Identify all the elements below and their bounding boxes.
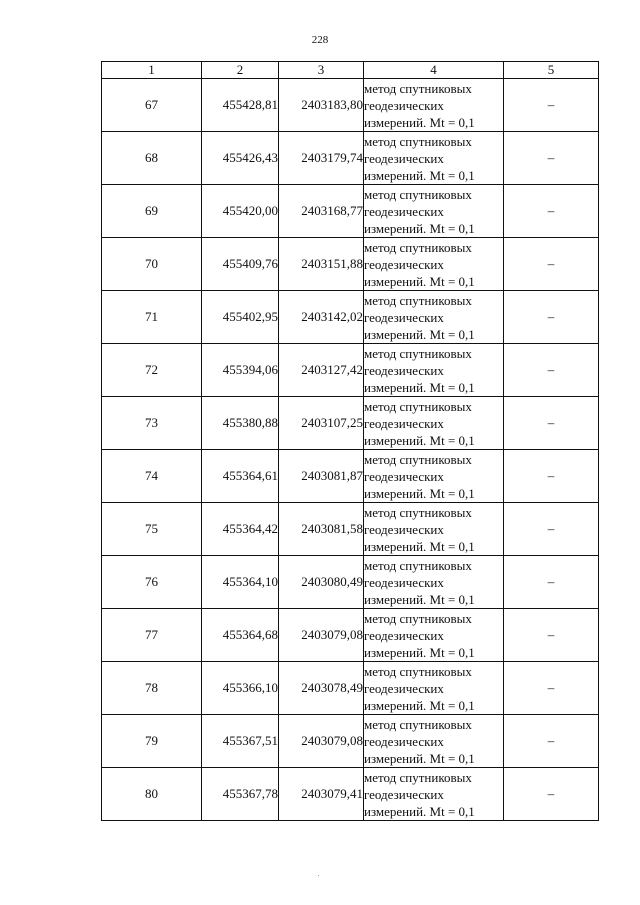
method-line: метод спутниковых	[364, 80, 472, 96]
method-line: геодезических	[364, 203, 444, 219]
x-coordinate-cell: 455394,06	[202, 344, 279, 397]
method-line: геодезических	[364, 309, 444, 325]
x-coordinate-cell: 455367,51	[202, 715, 279, 768]
note-cell: –	[504, 556, 599, 609]
table-row	[102, 79, 599, 132]
x-coordinate-cell: 455426,43	[202, 132, 279, 185]
y-coordinate-cell: 2403080,49	[279, 556, 364, 609]
method-line: измерений. Mt = 0,1	[364, 538, 475, 554]
point-number-cell: 69	[102, 185, 202, 238]
table-row	[102, 609, 599, 662]
point-number-cell: 75	[102, 503, 202, 556]
y-coordinate-cell: 2403142,02	[279, 291, 364, 344]
y-coordinate-cell: 2403081,87	[279, 450, 364, 503]
x-coordinate-cell: 455402,95	[202, 291, 279, 344]
note-cell: –	[504, 662, 599, 715]
method-line: измерений. Mt = 0,1	[364, 644, 475, 660]
method-cell	[364, 662, 504, 715]
point-number-cell: 68	[102, 132, 202, 185]
table-row	[102, 768, 599, 821]
method-line: измерений. Mt = 0,1	[364, 220, 475, 236]
point-number-cell: 79	[102, 715, 202, 768]
method-cell	[364, 291, 504, 344]
method-line: измерений. Mt = 0,1	[364, 803, 475, 819]
header-cell-5: 5	[504, 62, 599, 79]
method-line: метод спутниковых	[364, 239, 472, 255]
x-coordinate-cell: 455428,81	[202, 79, 279, 132]
note-cell: –	[504, 503, 599, 556]
y-coordinate-cell: 2403079,41	[279, 768, 364, 821]
method-line: измерений. Mt = 0,1	[364, 697, 475, 713]
point-number-cell: 78	[102, 662, 202, 715]
y-coordinate-cell: 2403179,74	[279, 132, 364, 185]
note-cell: –	[504, 450, 599, 503]
method-cell	[364, 344, 504, 397]
method-line: метод спутниковых	[364, 133, 472, 149]
y-coordinate-cell: 2403081,58	[279, 503, 364, 556]
method-cell	[364, 397, 504, 450]
method-line: измерений. Mt = 0,1	[364, 167, 475, 183]
note-cell: –	[504, 79, 599, 132]
x-coordinate-cell: 455420,00	[202, 185, 279, 238]
table-row	[102, 397, 599, 450]
method-line: геодезических	[364, 150, 444, 166]
method-line: измерений. Mt = 0,1	[364, 750, 475, 766]
method-cell	[364, 450, 504, 503]
point-number-cell: 76	[102, 556, 202, 609]
point-number-cell: 72	[102, 344, 202, 397]
method-line: метод спутниковых	[364, 345, 472, 361]
x-coordinate-cell: 455380,88	[202, 397, 279, 450]
note-cell: –	[504, 715, 599, 768]
method-line: измерений. Mt = 0,1	[364, 591, 475, 607]
method-line: метод спутниковых	[364, 716, 472, 732]
table-row	[102, 556, 599, 609]
method-line: измерений. Mt = 0,1	[364, 273, 475, 289]
method-line: измерений. Mt = 0,1	[364, 114, 475, 130]
table-row	[102, 450, 599, 503]
x-coordinate-cell: 455366,10	[202, 662, 279, 715]
point-number-cell: 67	[102, 79, 202, 132]
method-line: геодезических	[364, 415, 444, 431]
table-row	[102, 344, 599, 397]
header-cell-1: 1	[102, 62, 202, 79]
table-row	[102, 185, 599, 238]
method-line: геодезических	[364, 627, 444, 643]
table-body	[102, 79, 599, 821]
table-header	[102, 62, 599, 79]
method-line: метод спутниковых	[364, 451, 472, 467]
method-cell	[364, 556, 504, 609]
method-line: метод спутниковых	[364, 186, 472, 202]
x-coordinate-cell: 455364,10	[202, 556, 279, 609]
y-coordinate-cell: 2403078,49	[279, 662, 364, 715]
method-line: метод спутниковых	[364, 663, 472, 679]
y-coordinate-cell: 2403183,80	[279, 79, 364, 132]
point-number-cell: 80	[102, 768, 202, 821]
method-line: метод спутниковых	[364, 398, 472, 414]
method-cell	[364, 132, 504, 185]
method-line: метод спутниковых	[364, 769, 472, 785]
table-row	[102, 291, 599, 344]
method-line: геодезических	[364, 97, 444, 113]
method-line: геодезических	[364, 362, 444, 378]
y-coordinate-cell: 2403127,42	[279, 344, 364, 397]
method-cell	[364, 715, 504, 768]
note-cell: –	[504, 397, 599, 450]
method-line: геодезических	[364, 786, 444, 802]
point-number-cell: 74	[102, 450, 202, 503]
note-cell: –	[504, 185, 599, 238]
header-cell-4: 4	[364, 62, 504, 79]
method-line: геодезических	[364, 521, 444, 537]
method-cell	[364, 609, 504, 662]
table-row	[102, 238, 599, 291]
method-line: геодезических	[364, 574, 444, 590]
note-cell: –	[504, 609, 599, 662]
note-cell: –	[504, 344, 599, 397]
method-cell	[364, 238, 504, 291]
coordinates-table	[101, 61, 599, 821]
method-cell	[364, 79, 504, 132]
scan-speck	[318, 875, 319, 876]
method-line: геодезических	[364, 680, 444, 696]
method-line: метод спутниковых	[364, 504, 472, 520]
x-coordinate-cell: 455367,78	[202, 768, 279, 821]
method-line: геодезических	[364, 256, 444, 272]
y-coordinate-cell: 2403107,25	[279, 397, 364, 450]
method-line: измерений. Mt = 0,1	[364, 485, 475, 501]
table-row	[102, 662, 599, 715]
header-cell-2: 2	[202, 62, 279, 79]
point-number-cell: 71	[102, 291, 202, 344]
note-cell: –	[504, 238, 599, 291]
y-coordinate-cell: 2403079,08	[279, 715, 364, 768]
method-line: геодезических	[364, 468, 444, 484]
page-number: 228	[311, 34, 329, 46]
method-cell	[364, 503, 504, 556]
x-coordinate-cell: 455364,68	[202, 609, 279, 662]
table-row	[102, 503, 599, 556]
note-cell: –	[504, 132, 599, 185]
table-row	[102, 715, 599, 768]
method-line: измерений. Mt = 0,1	[364, 379, 475, 395]
header-row	[102, 62, 599, 79]
point-number-cell: 77	[102, 609, 202, 662]
method-cell	[364, 185, 504, 238]
method-cell	[364, 768, 504, 821]
table-row	[102, 132, 599, 185]
y-coordinate-cell: 2403151,88	[279, 238, 364, 291]
x-coordinate-cell: 455364,61	[202, 450, 279, 503]
note-cell: –	[504, 768, 599, 821]
y-coordinate-cell: 2403079,08	[279, 609, 364, 662]
method-line: геодезических	[364, 733, 444, 749]
method-line: метод спутниковых	[364, 557, 472, 573]
point-number-cell: 73	[102, 397, 202, 450]
method-line: метод спутниковых	[364, 610, 472, 626]
method-line: измерений. Mt = 0,1	[364, 326, 475, 342]
x-coordinate-cell: 455364,42	[202, 503, 279, 556]
y-coordinate-cell: 2403168,77	[279, 185, 364, 238]
point-number-cell: 70	[102, 238, 202, 291]
x-coordinate-cell: 455409,76	[202, 238, 279, 291]
note-cell: –	[504, 291, 599, 344]
method-line: измерений. Mt = 0,1	[364, 432, 475, 448]
method-line: метод спутниковых	[364, 292, 472, 308]
header-cell-3: 3	[279, 62, 364, 79]
